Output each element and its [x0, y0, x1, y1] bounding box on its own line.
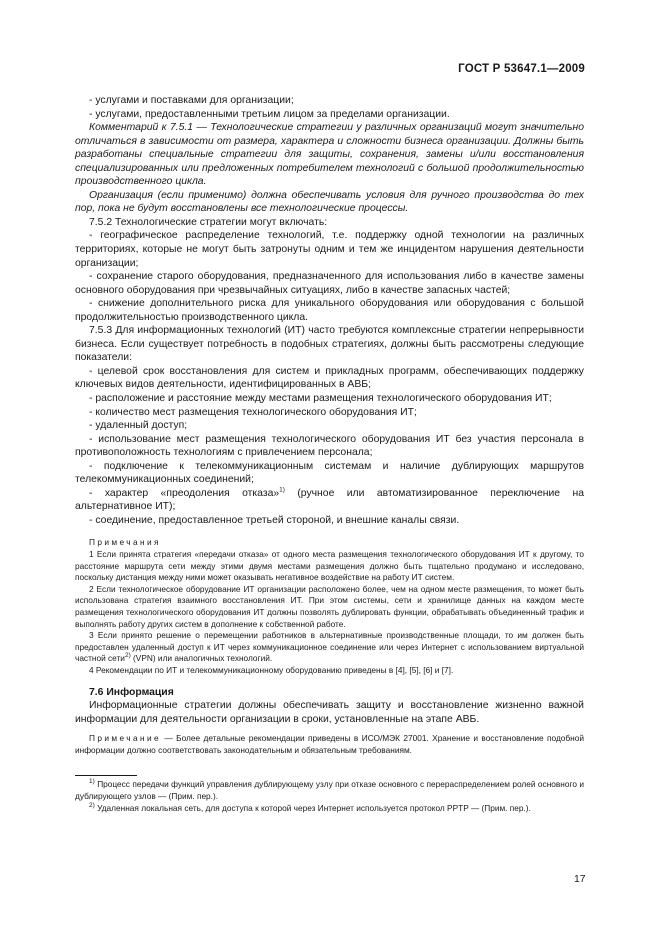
list-item: - соединение, предоставленное третьей стороной, и внешние каналы связи. — [89, 514, 460, 526]
list-item: - снижение дополнительного риска для уникального оборудования или оборудования с большой продолжительностью производственного цикла. — [75, 298, 584, 323]
note-item: 4 Рекомендации по ИТ и телекоммуникационному оборудованию приведены в [4], [5], [6] и [7]. — [89, 665, 454, 676]
section-note — [75, 733, 584, 756]
list-item: - услугами, предоставленными третьим лицом за пределами организации. — [89, 108, 450, 120]
list-item: - удаленный доступ; — [89, 420, 188, 432]
document-code: ГОСТ Р 53647.1—2009 — [458, 63, 585, 75]
note-item: 2 Если технологическое оборудование ИТ организации расположено более, чем на одном месте размещения, то может быть использована стратегия взаимного восстановления ИТ. При этом системы, сети и хранилище данных на каждом месте размещения технологического оборудования ИТ должны позволять дублировать функции, обрабатывать объединенный трафик и выполнять работу других систем в дополнение к собственной работе. — [75, 583, 584, 629]
note-text: (VPN) или аналогичных технологий. — [130, 653, 273, 664]
document-body — [75, 94, 584, 814]
footnote-item — [75, 803, 584, 815]
footnote-ref: 2) — [124, 652, 131, 660]
section-note-text — [75, 733, 584, 756]
footnotes — [75, 779, 584, 814]
list-item: - целевой срок восстановления для систем и прикладных программ, обеспечивающих поддержку ключевых видов деятельности, идентифицированных в АВБ; — [75, 365, 584, 391]
footnote-divider — [75, 775, 137, 776]
italic-paragraph: Организация (если применимо) должна обеспечивать условия для ручного производства до тех пор, пока не будут восстановлены все технологические процессы. — [75, 189, 584, 215]
note-body: — Более детальные рекомендации приведены в ИСО/МЭК 27001. Хранение и восстановление подобной информации должно соответствовать законодательным и обязательным требованиям. — [75, 733, 584, 755]
clause-7-5-3: 7.5.3 Для информационных технологий (ИТ) часто требуются комплексные стратегии непрерывности бизнеса. Если существует потребность в подобных стратегиях, должны быть рассмотрены следующие показатели: — [75, 325, 584, 364]
footnote-item — [75, 779, 584, 802]
section-text: Информационные стратегии должны обеспечивать защиту и восстановление жизненно важной информации для деятельности организации в сроки, установленные на этапе АВБ. — [75, 700, 584, 725]
comment-paragraph: Комментарий к 7.5.1 — Технологические стратегии у различных организаций могут значительно отличаться в зависимости от размера, характера и сложности бизнеса организации. Должны быть разработаны специальные стратегии для защиты, сохранения, замены и/или восстановления специализированных или предложенных потребителем технологий с большой продолжительностью производственного цикла. — [75, 122, 584, 188]
footnote-text: Удаленная локальная сеть, для доступа к которой через Интернет используется протокол PPTP — (Прим. пер.). — [94, 802, 531, 813]
page-number: 17 — [574, 874, 586, 885]
footnote-marker: 1) — [89, 778, 95, 786]
list-item-text: - характер «преодоления отказа» — [89, 487, 280, 499]
footnote-text: Процесс передачи функций управления дублирующему узлу при отказе основного с перераспределением ролей основного и дублирующего узлов — (Прим. пер.). — [75, 779, 584, 802]
list-item: - сохранение старого оборудования, предназначенного для использования либо в качестве замены основного оборудования при чрезвычайных ситуациях, либо в качестве запасных частей; — [75, 271, 584, 296]
list-item: - подключение к телекоммуникационным системам и наличие дублирующих маршрутов телекоммуникационных соединений; — [75, 460, 584, 486]
footnote-ref: 1) — [279, 486, 285, 494]
note-item: 1 Если принята стратегия «передачи отказа» от одного места размещения технологического оборудования ИТ к другому, то расстояние маршрута сети между этими двумя местами размещения должно быть тщательно продумано и исследовано, поскольку дистанция между ними может оказывать негативное воздействие на работу ИТ систем. — [75, 549, 584, 583]
list-item: - использование мест размещения технологического оборудования ИТ без участия персонала в противоположность технологиям с привлечением персонала; — [75, 433, 584, 459]
list-item: - услугами и поставками для организации; — [89, 95, 294, 106]
notes-heading: Примечания — [89, 536, 161, 547]
note-item — [75, 630, 584, 665]
list-item-text: (ручное или автоматизированное переключение на альтернативное ИТ); — [75, 487, 584, 513]
note-text: 3 Если принято решение о перемещении работников в альтернативные производственные площади, то им должен быть предоставлен удаленный доступ к ИТ через коммуникационное соединение или через Интернет с использованием виртуальной частной сети — [75, 630, 584, 664]
footnote-marker: 2) — [89, 801, 95, 809]
list-item: - количество мест размещения технологического оборудования ИТ; — [89, 406, 417, 418]
list-item — [75, 487, 584, 514]
note-label: Примечание — [89, 733, 162, 744]
clause-7-5-2: 7.5.2 Технологические стратегии могут включать: — [89, 216, 328, 228]
notes-block — [75, 537, 584, 677]
list-item: - расположение и расстояние между местами размещения технологического оборудования ИТ; — [89, 393, 552, 405]
section-title: 7.6 Информация — [89, 686, 174, 698]
list-item: - географическое распределение технологий, т.е. поддержку одной технологии на различных территориях, которые не могут быть затронуты одним и тем же инцидентом нарушения деятельности организации; — [75, 230, 584, 269]
